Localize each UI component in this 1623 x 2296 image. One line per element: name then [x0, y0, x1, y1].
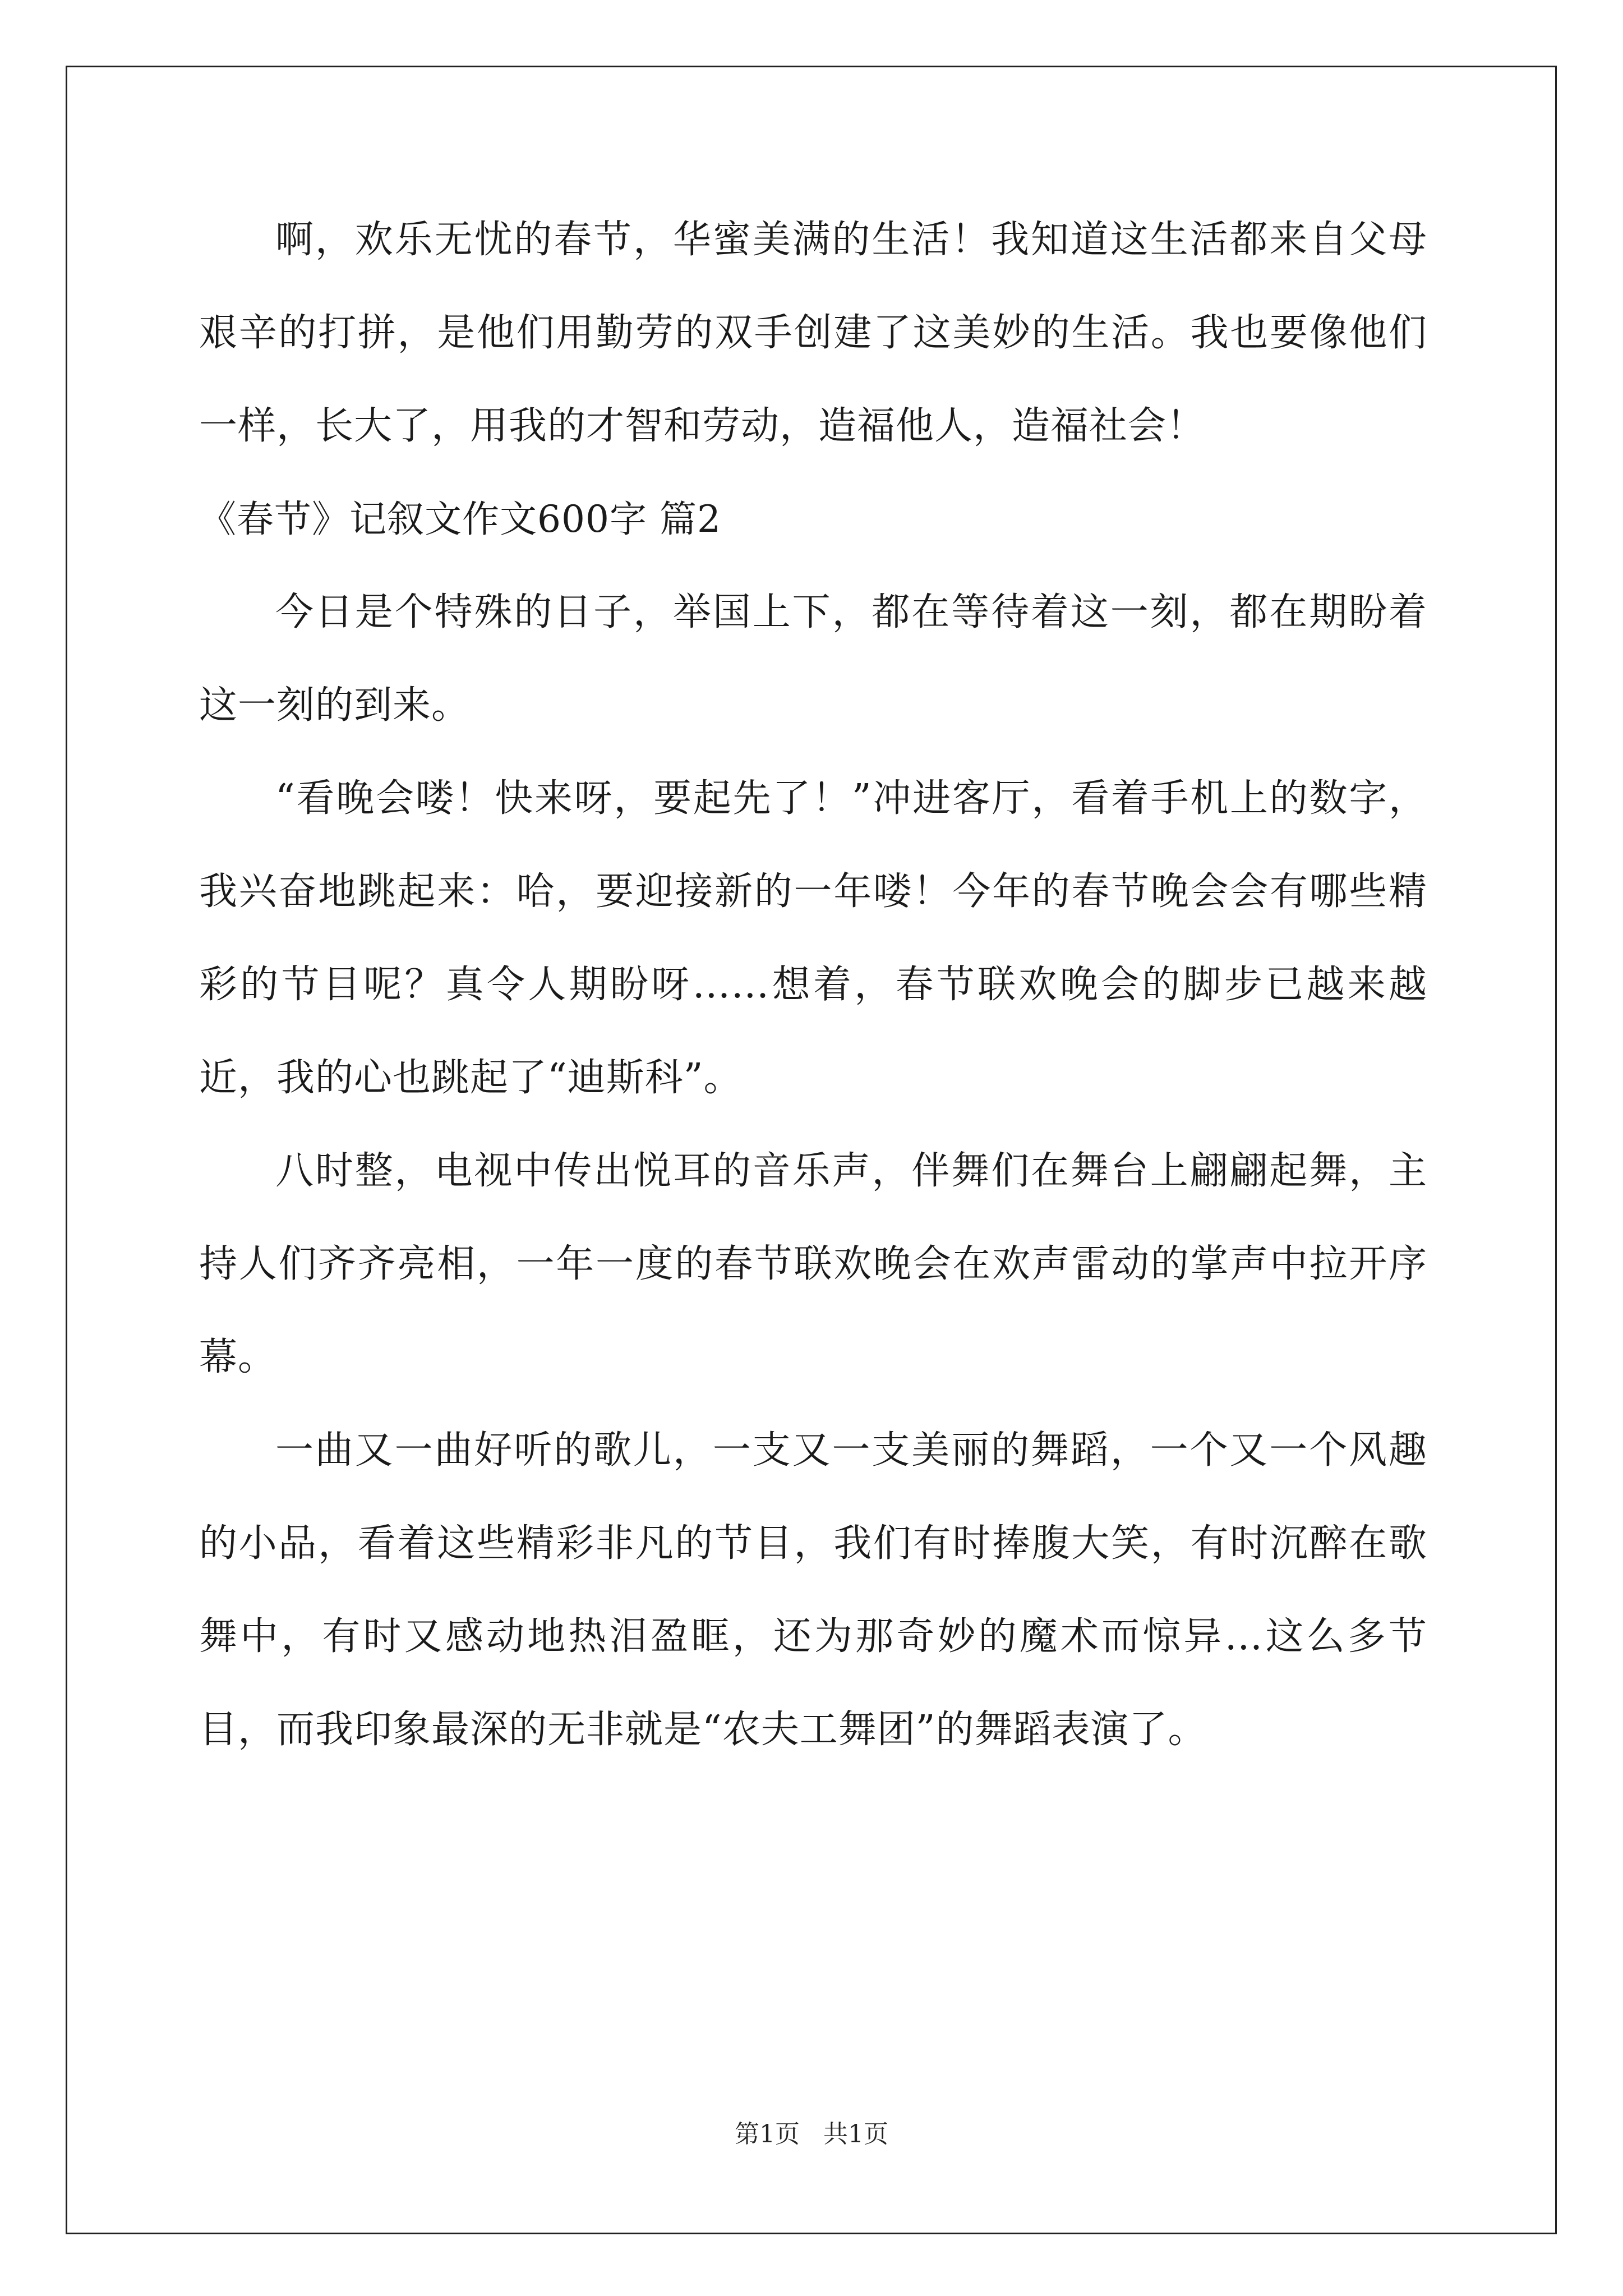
paragraph-4: 八时整，电视中传出悦耳的音乐声，伴舞们在舞台上翩翩起舞，主持人们齐齐亮相，一年一度的春节联欢晚会在欢声雷动的掌声中拉开序幕。	[199, 1149, 1427, 1379]
section-heading: 《春节》记叙文作文600字 篇2	[199, 498, 721, 541]
paragraph-5: 一曲又一曲好听的歌儿，一支又一支美丽的舞蹈，一个又一个风趣的小品，看着这些精彩非凡的节目，我们有时捧腹大笑，有时沉醉在歌舞中，有时又感动地热泪盈眶，还为那奇妙的魔术而惊异…这么多节目，而我印象最深的无非就是“农夫工舞团”的舞蹈表演了。	[199, 1428, 1427, 1752]
document-body	[199, 194, 1427, 1777]
page-number-current: 第1页	[735, 2120, 800, 2148]
paragraph-3: “看晚会喽！快来呀，要起先了！”冲进客厅，看着手机上的数字，我兴奋地跳起来：哈，要迎接新的一年喽！今年的春节晚会会有哪些精彩的节目呢？真令人期盼呀……想着，春节联欢晚会的脚步已越来越近，我的心也跳起了“迪斯科”。	[199, 776, 1427, 1100]
paragraph-2: 今日是个特殊的日子，举国上下，都在等待着这一刻，都在期盼着这一刻的到来。	[199, 590, 1427, 728]
page-number-total: 共1页	[823, 2120, 888, 2148]
paragraph-1: 啊，欢乐无忧的春节，华蜜美满的生活！我知道这生活都来自父母艰辛的打拼，是他们用勤劳的双手创建了这美妙的生活。我也要像他们一样，长大了，用我的才智和劳动，造福他人，造福社会！	[199, 218, 1427, 448]
page-footer	[0, 2118, 1623, 2151]
